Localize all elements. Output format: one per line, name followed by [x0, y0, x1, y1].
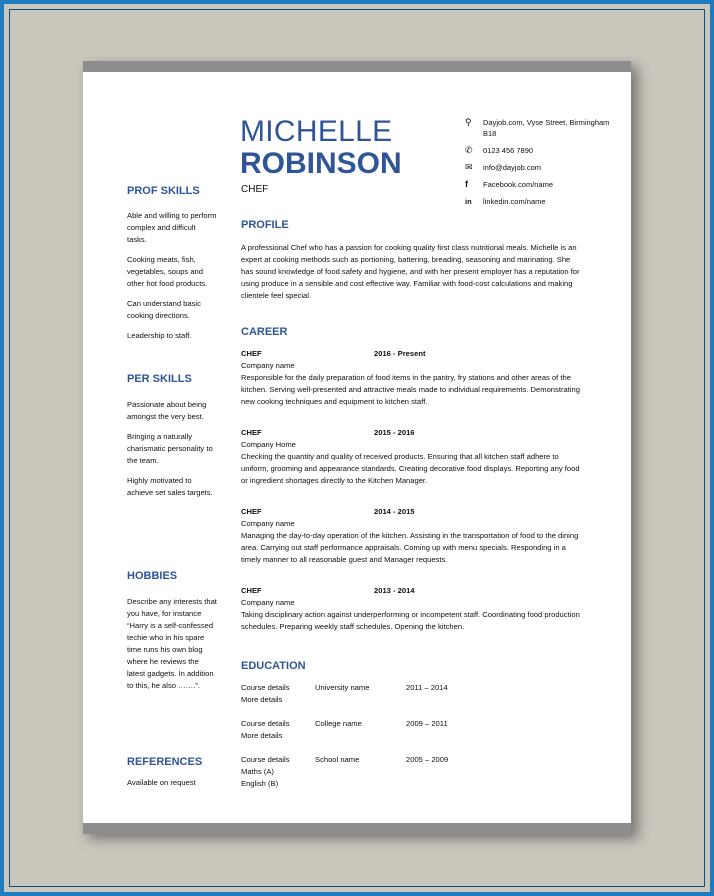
per-skills-heading: PER SKILLS: [127, 373, 192, 385]
prof-skills-list: [127, 210, 217, 350]
list-item: Cooking meats, fish, vegetables, soups and other hot food products.: [127, 255, 208, 288]
contact-text: Facebook.com/name: [483, 180, 554, 189]
last-name: ROBINSON: [240, 147, 402, 180]
job-title: CHEF: [241, 349, 262, 358]
company-name: Company name: [241, 361, 295, 370]
contact-text: linkedin.com/name: [483, 197, 546, 206]
contact-address: [465, 117, 615, 139]
institution-name: University name: [315, 683, 370, 692]
job-description: Taking disciplinary action against underperforming or incompetent staff. Coordinating food production schedules. Preparing weekly staff schedules. Opening the kitchen.: [241, 610, 580, 631]
contact-linkedin: [465, 196, 615, 207]
profile-heading: PROFILE: [241, 219, 289, 231]
job-title: CHEF: [241, 507, 262, 516]
job-description: Responsible for the daily preparation of food items in the pantry, fry stations and other areas of the kitchen. Serving well-presented and attractive meals made to individual requirements. Demonstrating new cooking techniques and equipment to kitchen staff.: [241, 373, 580, 406]
header-bar: [83, 61, 631, 72]
company-name: Company name: [241, 598, 295, 607]
hobbies-heading: HOBBIES: [127, 570, 178, 582]
course-details: Course details: [241, 755, 290, 764]
contact-phone: [465, 145, 615, 156]
job-dates: 2013 - 2014: [374, 586, 415, 595]
education-extra: More details: [241, 731, 283, 740]
job-dates: 2015 - 2016: [374, 428, 415, 437]
hobbies-text: Describe any interests that you have, for instance “Harry is a self-confessed techie who in his spare time runs his own blog where he reviews the latest gadgets. In addition to this, he also …….”.: [127, 597, 217, 690]
education-extra: Maths (A): [241, 767, 274, 776]
course-details: Course details: [241, 719, 290, 728]
career-heading: CAREER: [241, 326, 288, 338]
references-heading: REFERENCES: [127, 756, 203, 768]
footer-bar: [83, 823, 631, 834]
company-name: Company name: [241, 519, 295, 528]
contact-text: info@dayjob.com: [483, 163, 542, 172]
education-dates: 2011 – 2014: [406, 683, 448, 692]
list-item: Highly motivated to achieve set sales targets.: [127, 476, 213, 497]
list-item: Passionate about being amongst the very best.: [127, 400, 207, 421]
facebook-icon: f: [465, 179, 468, 189]
list-item: Bringing a naturally charismatic personality to the team.: [127, 432, 213, 465]
resume-page: [83, 61, 631, 834]
job-dates: 2016 - Present: [374, 349, 426, 358]
first-name: MICHELLE: [240, 115, 393, 148]
list-item: Leadership to staff.: [127, 331, 192, 340]
institution-name: College name: [315, 719, 362, 728]
per-skills-list: [127, 399, 217, 507]
education-heading: EDUCATION: [241, 660, 306, 672]
education-dates: 2005 – 2009: [406, 755, 449, 764]
education-entry: [241, 754, 541, 790]
prof-skills-heading: PROF SKILLS: [127, 185, 200, 197]
education-extra: English (B): [241, 779, 279, 788]
job-dates: 2014 - 2015: [374, 507, 415, 516]
list-item: Able and willing to perform complex and difficult tasks.: [127, 211, 217, 244]
career-entry: [241, 348, 586, 408]
contact-text: Dayjob.com, Vyse Street, Birmingham B18: [483, 118, 610, 138]
job-role: CHEF: [241, 184, 269, 195]
email-icon: ✉: [465, 162, 473, 172]
career-entry: [241, 427, 586, 487]
phone-icon: ✆: [465, 145, 473, 155]
job-title: CHEF: [241, 586, 262, 595]
education-entry: [241, 682, 541, 706]
company-name: Company Home: [241, 440, 296, 449]
education-extra: More details: [241, 695, 283, 704]
profile-text: A professional Chef who has a passion for cooking quality first class nutritional meals. Michelle is an expert at cooking methods such as portioning, battering, breading, seasoning and marinating. She has sound knowledge of food safety and hygiene, and with her present employer has a reputation for using produce in a sensible and cost effective way. Familiar with food-cost calculations and making clientele feel special.: [241, 243, 580, 300]
job-title: CHEF: [241, 428, 262, 437]
career-entry: [241, 506, 586, 566]
location-pin-icon: ⚲: [465, 117, 472, 127]
job-description: Checking the quantity and quality of received products. Ensuring that all kitchen staff adhere to uniform, grooming and appearance standards. Creating decorative food displays. Reporting any food or ingredient shortages directly to the Kitchen Manager.: [241, 452, 580, 485]
contact-email: [465, 162, 615, 173]
institution-name: School name: [315, 755, 360, 764]
linkedin-icon: in: [465, 197, 472, 206]
contact-facebook: [465, 179, 615, 190]
job-description: Managing the day-to-day operation of the kitchen. Assisting in the transportation of food to the dining area. Carrying out staff performance appraisals. Coming up with menu specials. Responding in a timely manner to all reasonable guest and Manager requests.: [241, 531, 579, 564]
references-text: Available on request: [127, 778, 196, 787]
education-entry: [241, 718, 541, 742]
education-dates: 2009 – 2011: [406, 719, 448, 728]
list-item: Can understand basic cooking directions.: [127, 299, 201, 320]
career-entry: [241, 585, 586, 633]
contact-text: 0123 456 7890: [483, 146, 534, 155]
contact-block: [465, 117, 615, 213]
course-details: Course details: [241, 683, 290, 692]
